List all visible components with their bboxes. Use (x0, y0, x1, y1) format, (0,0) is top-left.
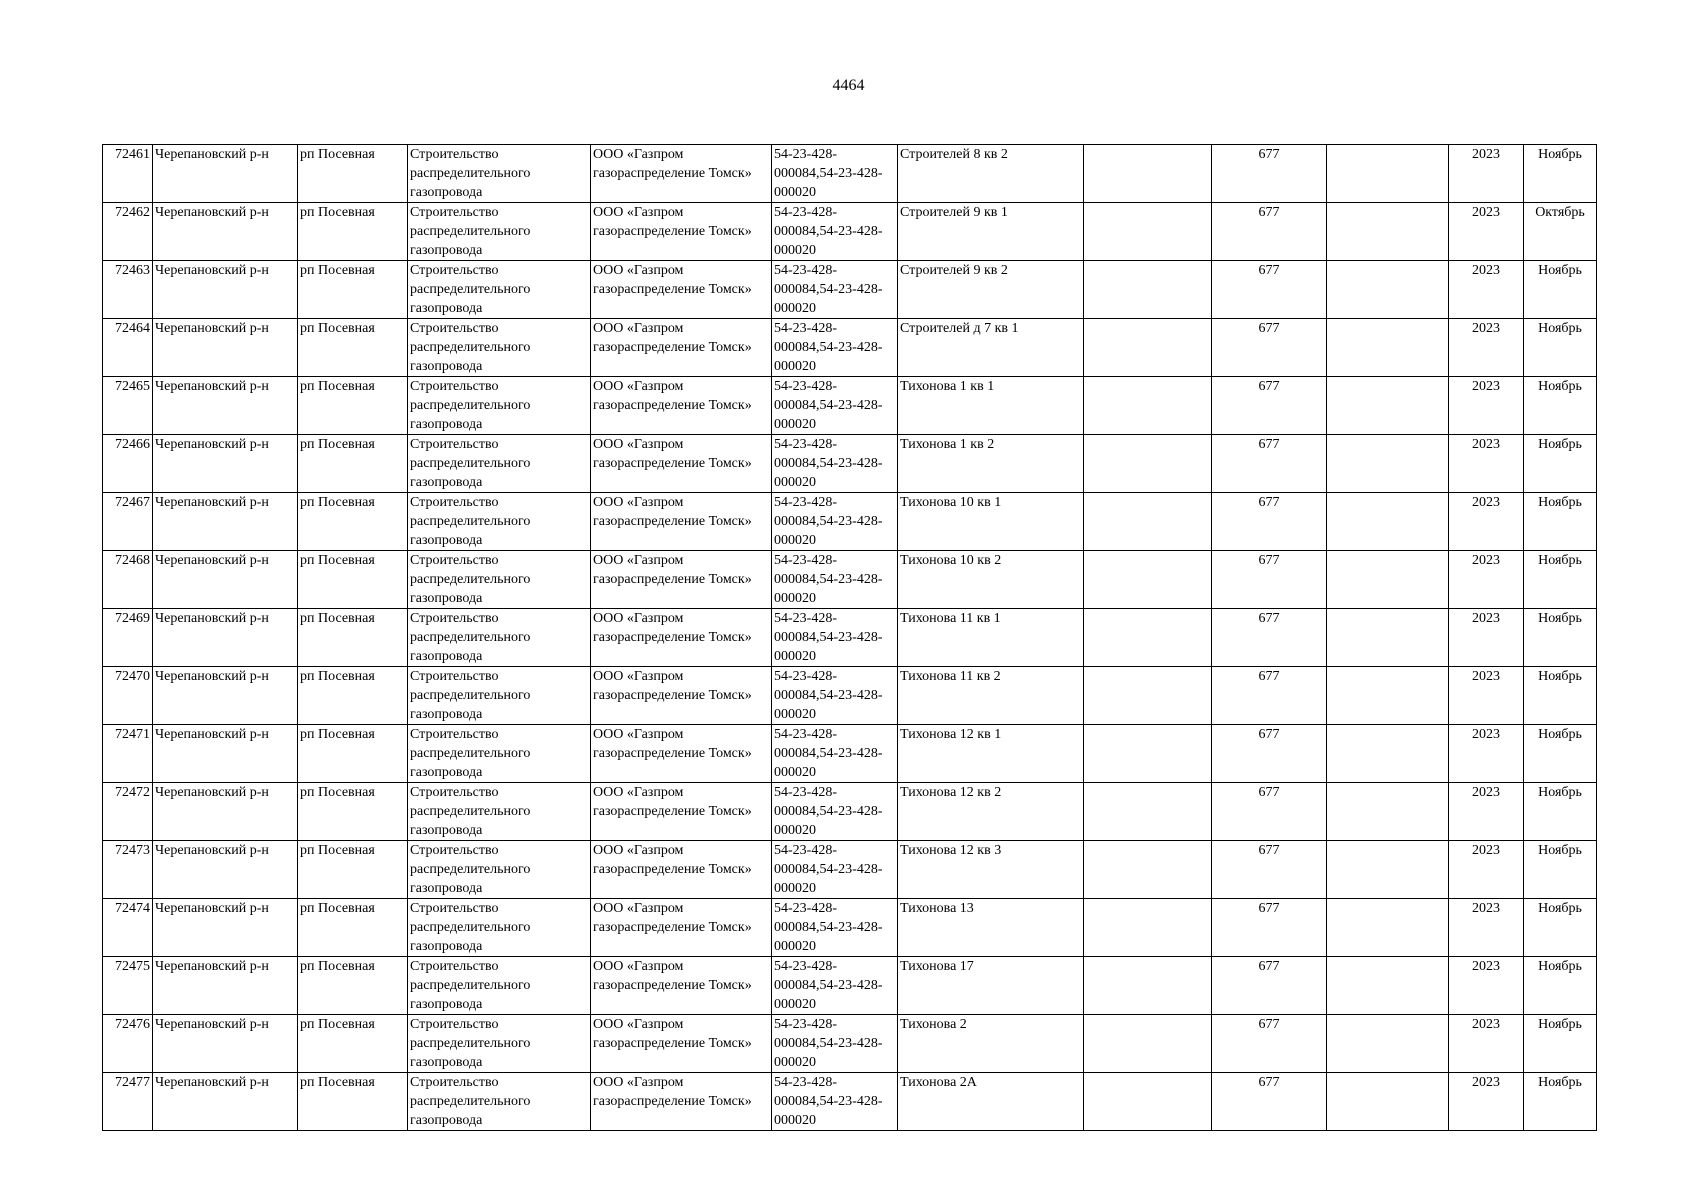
table-row (103, 725, 1597, 783)
cell-month: Ноябрь (1524, 319, 1597, 377)
table-row (103, 203, 1597, 261)
cell-district: Черепановский р-н (153, 609, 298, 667)
cell-district: Черепановский р-н (153, 899, 298, 957)
cell-district: Черепановский р-н (153, 377, 298, 435)
cell-empty-2 (1327, 203, 1449, 261)
cell-empty-2 (1327, 1015, 1449, 1073)
cell-work-type: Строительство распределительного газопровода (408, 1073, 591, 1131)
cell-district: Черепановский р-н (153, 725, 298, 783)
cell-value: 677 (1212, 1073, 1327, 1131)
cell-settlement: рп Посевная (298, 377, 408, 435)
cell-value: 677 (1212, 841, 1327, 899)
cell-work-type: Строительство распределительного газопровода (408, 957, 591, 1015)
cell-empty-2 (1327, 319, 1449, 377)
cell-month: Ноябрь (1524, 841, 1597, 899)
cell-year: 2023 (1449, 551, 1524, 609)
cell-district: Черепановский р-н (153, 145, 298, 203)
cell-empty-2 (1327, 841, 1449, 899)
cell-district: Черепановский р-н (153, 319, 298, 377)
cell-number: 72474 (103, 899, 153, 957)
cell-empty-1 (1084, 377, 1212, 435)
cell-number: 72472 (103, 783, 153, 841)
cell-value: 677 (1212, 783, 1327, 841)
cell-district: Черепановский р-н (153, 667, 298, 725)
cell-number: 72469 (103, 609, 153, 667)
cell-address: Строителей 8 кв 2 (898, 145, 1084, 203)
table-row (103, 435, 1597, 493)
cell-cadastral-numbers: 54-23-428-000084,54-23-428-000020 (772, 1073, 898, 1131)
cell-year: 2023 (1449, 899, 1524, 957)
cell-empty-1 (1084, 609, 1212, 667)
cell-number: 72477 (103, 1073, 153, 1131)
cell-organization: ООО «Газпром газораспределение Томск» (591, 667, 772, 725)
cell-number: 72471 (103, 725, 153, 783)
cell-organization: ООО «Газпром газораспределение Томск» (591, 1073, 772, 1131)
cell-month: Ноябрь (1524, 899, 1597, 957)
cell-empty-1 (1084, 203, 1212, 261)
cell-month: Ноябрь (1524, 783, 1597, 841)
cell-empty-2 (1327, 725, 1449, 783)
cell-number: 72476 (103, 1015, 153, 1073)
cell-empty-1 (1084, 957, 1212, 1015)
cell-value: 677 (1212, 725, 1327, 783)
cell-empty-2 (1327, 667, 1449, 725)
cell-district: Черепановский р-н (153, 957, 298, 1015)
cell-empty-1 (1084, 435, 1212, 493)
cell-settlement: рп Посевная (298, 1015, 408, 1073)
cell-work-type: Строительство распределительного газопровода (408, 319, 591, 377)
cell-empty-2 (1327, 899, 1449, 957)
cell-work-type: Строительство распределительного газопровода (408, 841, 591, 899)
cell-settlement: рп Посевная (298, 435, 408, 493)
cell-work-type: Строительство распределительного газопровода (408, 145, 591, 203)
cell-empty-2 (1327, 551, 1449, 609)
cell-month: Ноябрь (1524, 725, 1597, 783)
cell-address: Тихонова 13 (898, 899, 1084, 957)
cell-year: 2023 (1449, 609, 1524, 667)
cell-number: 72463 (103, 261, 153, 319)
cell-work-type: Строительство распределительного газопровода (408, 261, 591, 319)
table-row (103, 1073, 1597, 1131)
cell-cadastral-numbers: 54-23-428-000084,54-23-428-000020 (772, 145, 898, 203)
table-row (103, 145, 1597, 203)
cell-address: Тихонова 1 кв 1 (898, 377, 1084, 435)
cell-settlement: рп Посевная (298, 551, 408, 609)
cell-empty-2 (1327, 261, 1449, 319)
cell-value: 677 (1212, 957, 1327, 1015)
cell-settlement: рп Посевная (298, 493, 408, 551)
table-row (103, 899, 1597, 957)
cell-settlement: рп Посевная (298, 261, 408, 319)
cell-cadastral-numbers: 54-23-428-000084,54-23-428-000020 (772, 899, 898, 957)
cell-address: Строителей 9 кв 1 (898, 203, 1084, 261)
cell-value: 677 (1212, 493, 1327, 551)
cell-month: Ноябрь (1524, 551, 1597, 609)
cell-organization: ООО «Газпром газораспределение Томск» (591, 1015, 772, 1073)
cell-organization: ООО «Газпром газораспределение Томск» (591, 551, 772, 609)
cell-address: Тихонова 2А (898, 1073, 1084, 1131)
cell-settlement: рп Посевная (298, 783, 408, 841)
table-row (103, 261, 1597, 319)
cell-year: 2023 (1449, 377, 1524, 435)
cell-number: 72462 (103, 203, 153, 261)
cell-number: 72461 (103, 145, 153, 203)
cell-month: Ноябрь (1524, 145, 1597, 203)
cell-cadastral-numbers: 54-23-428-000084,54-23-428-000020 (772, 841, 898, 899)
cell-address: Тихонова 1 кв 2 (898, 435, 1084, 493)
cell-empty-1 (1084, 493, 1212, 551)
cell-empty-2 (1327, 377, 1449, 435)
cell-month: Ноябрь (1524, 957, 1597, 1015)
gas-pipeline-register-table (102, 144, 1597, 1131)
cell-value: 677 (1212, 435, 1327, 493)
cell-work-type: Строительство распределительного газопровода (408, 435, 591, 493)
cell-address: Тихонова 11 кв 2 (898, 667, 1084, 725)
cell-cadastral-numbers: 54-23-428-000084,54-23-428-000020 (772, 957, 898, 1015)
cell-value: 677 (1212, 551, 1327, 609)
cell-settlement: рп Посевная (298, 957, 408, 1015)
cell-organization: ООО «Газпром газораспределение Томск» (591, 899, 772, 957)
cell-empty-1 (1084, 899, 1212, 957)
cell-value: 677 (1212, 667, 1327, 725)
cell-empty-1 (1084, 841, 1212, 899)
cell-district: Черепановский р-н (153, 261, 298, 319)
cell-empty-2 (1327, 783, 1449, 841)
cell-cadastral-numbers: 54-23-428-000084,54-23-428-000020 (772, 1015, 898, 1073)
cell-empty-1 (1084, 319, 1212, 377)
cell-settlement: рп Посевная (298, 841, 408, 899)
cell-work-type: Строительство распределительного газопровода (408, 667, 591, 725)
table-row (103, 783, 1597, 841)
cell-address: Тихонова 12 кв 2 (898, 783, 1084, 841)
cell-cadastral-numbers: 54-23-428-000084,54-23-428-000020 (772, 493, 898, 551)
cell-address: Тихонова 11 кв 1 (898, 609, 1084, 667)
cell-year: 2023 (1449, 203, 1524, 261)
cell-settlement: рп Посевная (298, 203, 408, 261)
cell-value: 677 (1212, 145, 1327, 203)
cell-number: 72465 (103, 377, 153, 435)
cell-settlement: рп Посевная (298, 899, 408, 957)
cell-work-type: Строительство распределительного газопровода (408, 551, 591, 609)
cell-address: Тихонова 12 кв 1 (898, 725, 1084, 783)
cell-year: 2023 (1449, 145, 1524, 203)
cell-district: Черепановский р-н (153, 203, 298, 261)
cell-address: Тихонова 12 кв 3 (898, 841, 1084, 899)
cell-work-type: Строительство распределительного газопровода (408, 783, 591, 841)
cell-year: 2023 (1449, 1015, 1524, 1073)
cell-organization: ООО «Газпром газораспределение Томск» (591, 493, 772, 551)
cell-settlement: рп Посевная (298, 609, 408, 667)
cell-year: 2023 (1449, 957, 1524, 1015)
cell-empty-2 (1327, 609, 1449, 667)
cell-work-type: Строительство распределительного газопровода (408, 899, 591, 957)
cell-empty-1 (1084, 667, 1212, 725)
cell-value: 677 (1212, 1015, 1327, 1073)
cell-work-type: Строительство распределительного газопровода (408, 609, 591, 667)
cell-organization: ООО «Газпром газораспределение Томск» (591, 145, 772, 203)
cell-organization: ООО «Газпром газораспределение Томск» (591, 319, 772, 377)
page-number: 4464 (832, 77, 865, 94)
cell-settlement: рп Посевная (298, 1073, 408, 1131)
cell-empty-2 (1327, 145, 1449, 203)
cell-number: 72466 (103, 435, 153, 493)
cell-number: 72464 (103, 319, 153, 377)
cell-empty-1 (1084, 551, 1212, 609)
cell-address: Строителей д 7 кв 1 (898, 319, 1084, 377)
cell-district: Черепановский р-н (153, 783, 298, 841)
cell-organization: ООО «Газпром газораспределение Томск» (591, 783, 772, 841)
cell-number: 72473 (103, 841, 153, 899)
cell-settlement: рп Посевная (298, 145, 408, 203)
cell-organization: ООО «Газпром газораспределение Томск» (591, 725, 772, 783)
cell-year: 2023 (1449, 667, 1524, 725)
cell-organization: ООО «Газпром газораспределение Томск» (591, 435, 772, 493)
cell-district: Черепановский р-н (153, 1073, 298, 1131)
cell-cadastral-numbers: 54-23-428-000084,54-23-428-000020 (772, 609, 898, 667)
cell-empty-1 (1084, 783, 1212, 841)
cell-cadastral-numbers: 54-23-428-000084,54-23-428-000020 (772, 783, 898, 841)
cell-year: 2023 (1449, 261, 1524, 319)
table-row (103, 841, 1597, 899)
cell-district: Черепановский р-н (153, 1015, 298, 1073)
cell-cadastral-numbers: 54-23-428-000084,54-23-428-000020 (772, 667, 898, 725)
cell-month: Ноябрь (1524, 1015, 1597, 1073)
cell-address: Тихонова 17 (898, 957, 1084, 1015)
cell-number: 72467 (103, 493, 153, 551)
cell-cadastral-numbers: 54-23-428-000084,54-23-428-000020 (772, 377, 898, 435)
cell-cadastral-numbers: 54-23-428-000084,54-23-428-000020 (772, 319, 898, 377)
cell-empty-2 (1327, 493, 1449, 551)
table-body (103, 145, 1597, 1131)
cell-address: Строителей 9 кв 2 (898, 261, 1084, 319)
cell-year: 2023 (1449, 493, 1524, 551)
cell-work-type: Строительство распределительного газопровода (408, 725, 591, 783)
cell-month: Октябрь (1524, 203, 1597, 261)
cell-empty-1 (1084, 261, 1212, 319)
cell-year: 2023 (1449, 435, 1524, 493)
cell-month: Ноябрь (1524, 667, 1597, 725)
cell-year: 2023 (1449, 1073, 1524, 1131)
cell-empty-2 (1327, 957, 1449, 1015)
cell-value: 677 (1212, 609, 1327, 667)
cell-empty-1 (1084, 145, 1212, 203)
cell-work-type: Строительство распределительного газопровода (408, 377, 591, 435)
cell-empty-1 (1084, 1015, 1212, 1073)
cell-year: 2023 (1449, 319, 1524, 377)
cell-organization: ООО «Газпром газораспределение Томск» (591, 841, 772, 899)
cell-value: 677 (1212, 261, 1327, 319)
cell-value: 677 (1212, 899, 1327, 957)
cell-settlement: рп Посевная (298, 319, 408, 377)
cell-number: 72475 (103, 957, 153, 1015)
cell-value: 677 (1212, 377, 1327, 435)
cell-year: 2023 (1449, 841, 1524, 899)
cell-address: Тихонова 2 (898, 1015, 1084, 1073)
cell-month: Ноябрь (1524, 377, 1597, 435)
table-row (103, 667, 1597, 725)
cell-cadastral-numbers: 54-23-428-000084,54-23-428-000020 (772, 203, 898, 261)
cell-year: 2023 (1449, 725, 1524, 783)
cell-district: Черепановский р-н (153, 493, 298, 551)
cell-cadastral-numbers: 54-23-428-000084,54-23-428-000020 (772, 725, 898, 783)
cell-settlement: рп Посевная (298, 725, 408, 783)
cell-cadastral-numbers: 54-23-428-000084,54-23-428-000020 (772, 435, 898, 493)
table-row (103, 609, 1597, 667)
cell-cadastral-numbers: 54-23-428-000084,54-23-428-000020 (772, 261, 898, 319)
cell-address: Тихонова 10 кв 2 (898, 551, 1084, 609)
table-row (103, 1015, 1597, 1073)
cell-value: 677 (1212, 203, 1327, 261)
cell-organization: ООО «Газпром газораспределение Томск» (591, 609, 772, 667)
table-row (103, 493, 1597, 551)
cell-empty-1 (1084, 725, 1212, 783)
cell-month: Ноябрь (1524, 1073, 1597, 1131)
cell-number: 72468 (103, 551, 153, 609)
cell-number: 72470 (103, 667, 153, 725)
cell-value: 677 (1212, 319, 1327, 377)
cell-empty-2 (1327, 435, 1449, 493)
cell-empty-1 (1084, 1073, 1212, 1131)
cell-district: Черепановский р-н (153, 551, 298, 609)
cell-month: Ноябрь (1524, 435, 1597, 493)
cell-district: Черепановский р-н (153, 841, 298, 899)
cell-empty-2 (1327, 1073, 1449, 1131)
cell-work-type: Строительство распределительного газопровода (408, 203, 591, 261)
cell-month: Ноябрь (1524, 261, 1597, 319)
cell-settlement: рп Посевная (298, 667, 408, 725)
cell-cadastral-numbers: 54-23-428-000084,54-23-428-000020 (772, 551, 898, 609)
cell-organization: ООО «Газпром газораспределение Томск» (591, 203, 772, 261)
cell-month: Ноябрь (1524, 609, 1597, 667)
cell-work-type: Строительство распределительного газопровода (408, 1015, 591, 1073)
cell-address: Тихонова 10 кв 1 (898, 493, 1084, 551)
cell-work-type: Строительство распределительного газопровода (408, 493, 591, 551)
cell-month: Ноябрь (1524, 493, 1597, 551)
cell-year: 2023 (1449, 783, 1524, 841)
cell-organization: ООО «Газпром газораспределение Томск» (591, 957, 772, 1015)
cell-organization: ООО «Газпром газораспределение Томск» (591, 261, 772, 319)
table-row (103, 551, 1597, 609)
table-row (103, 377, 1597, 435)
cell-district: Черепановский р-н (153, 435, 298, 493)
table-row (103, 319, 1597, 377)
cell-organization: ООО «Газпром газораспределение Томск» (591, 377, 772, 435)
table-row (103, 957, 1597, 1015)
